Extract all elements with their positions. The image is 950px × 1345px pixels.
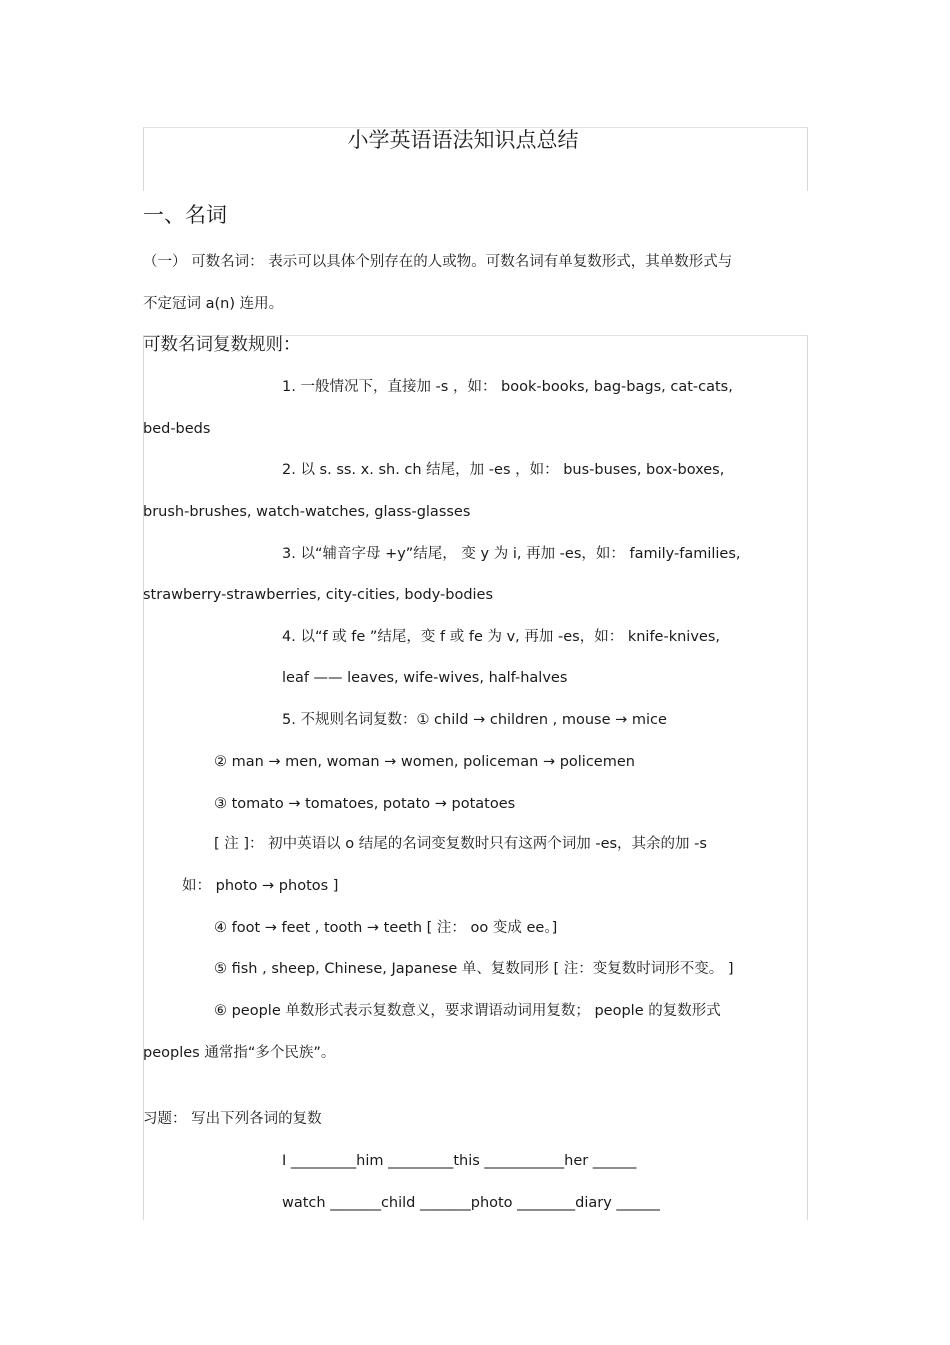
exercise-line1: I _________him _________this ___________her ______ <box>282 1153 637 1169</box>
irregular-6-line2: peoples 通常指“多个民族”。 <box>143 1045 336 1061</box>
rule-3-line2: strawberry-strawberries, city-cities, body-bodies <box>143 587 494 603</box>
rule-3-line1: 3. 以“辅音字母 +y”结尾， 变 y 为 i, 再加 -es，如： family-families, <box>282 546 741 562</box>
rule-1-line2: bed-beds <box>143 421 211 437</box>
rule-2-line1: 2. 以 s. ss. x. sh. ch 结尾，加 -es ，如： bus-buses, box-boxes, <box>282 462 725 478</box>
rule-4-line1: 4. 以“f 或 fe ”结尾，变 f 或 fe 为 v, 再加 -es，如： knife-knives, <box>282 629 720 645</box>
exercise-label: 习题： 写出下列各词的复数 <box>143 1111 322 1127</box>
rule-1-line1: 1. 一般情况下，直接加 -s ，如： book-books, bag-bags, cat-cats, <box>282 379 733 395</box>
exercise-line2: watch _______child _______photo ________diary ______ <box>282 1195 660 1211</box>
countable-intro-line1: （一） 可数名词： 表示可以具体个别存在的人或物。可数名词有单复数形式，其单数形式与 <box>143 254 733 270</box>
plural-rules-heading: 可数名词复数规则： <box>143 335 301 355</box>
irregular-6-line1: ⑥ people 单数形式表示复数意义，要求谓语动词用复数； people 的复数形式 <box>214 1003 721 1019</box>
irregular-3: ③ tomato → tomatoes, potato → potatoes <box>214 796 516 812</box>
irregular-2: ② man → men, woman → women, policeman → policemen <box>214 754 635 770</box>
note-line1: [ 注 ]： 初中英语以 o 结尾的名词变复数时只有这两个词加 -es，其余的加 -s <box>214 836 707 852</box>
section-heading-nouns: 一、名词 <box>143 203 227 227</box>
note-line2: 如： photo → photos ] <box>182 878 339 894</box>
rule-4-line2: leaf —— leaves, wife-wives, half-halves <box>282 670 568 686</box>
countable-intro-line2: 不定冠词 a(n) 连用。 <box>143 296 284 312</box>
irregular-5: ⑤ fish , sheep, Chinese, Japanese 单、复数同形 [ 注：变复数时词形不变。 ] <box>214 961 734 977</box>
page-title: 小学英语语法知识点总结 <box>347 128 579 152</box>
rule-5-line1: 5. 不规则名词复数：① child → children , mouse → mice <box>282 712 667 728</box>
rule-2-line2: brush-brushes, watch-watches, glass-glasses <box>143 504 471 520</box>
irregular-4: ④ foot → feet , tooth → teeth [ 注： oo 变成 ee。] <box>214 920 558 936</box>
